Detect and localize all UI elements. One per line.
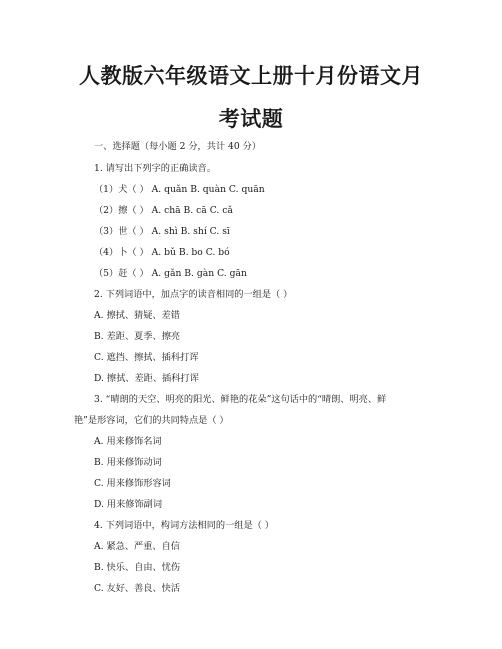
question-2-option: B. 差距、夏季、擦亮 — [94, 331, 181, 342]
question-4-option: B. 快乐、自由、忧伤 — [94, 562, 181, 573]
question-3-stem-line1: 3. “晴朗的天空、明亮的阳光、鲜艳的花朵”这句话中的“晴朗、明亮、鲜 — [94, 394, 387, 405]
question-1-item: （4）卜（ ） A. bǔ B. bo C. bó — [94, 247, 230, 258]
question-2-option: D. 擦拭、差距、插科打诨 — [94, 373, 199, 384]
document-title-line1: 人教版六年级语文上册十月份语文月 — [79, 64, 423, 88]
question-1-item: （3）世（ ） A. shì B. shí C. sī — [94, 226, 230, 237]
section-heading: 一、选择题（每小题 2 分，共计 40 分） — [94, 141, 262, 152]
document-title-line2: 考试题 — [218, 107, 284, 131]
question-1-item: （5）赶（ ） A. gǎn B. gàn C. gān — [94, 268, 247, 279]
question-3-stem-line2: 艳”是形容词，它们的共同特点是（ ） — [74, 415, 229, 426]
question-1-item: （1）犬（ ） A. quǎn B. quàn C. quān — [94, 184, 265, 195]
question-1-stem: 1. 请写出下列字的正确读音。 — [94, 163, 216, 174]
question-2-stem: 2. 下列词语中，加点字的读音相同的一组是（ ） — [94, 289, 293, 300]
question-3-option: C. 用来修饰形容词 — [94, 478, 171, 489]
question-4-option: A. 紧急、严重、自信 — [94, 541, 180, 552]
question-3-option: D. 用来修饰副词 — [94, 499, 163, 510]
question-1-item: （2）擦（ ） A. chā B. cā C. cǎ — [94, 205, 233, 216]
question-2-option: C. 遮挡、擦拭、插科打诨 — [94, 352, 199, 363]
question-3-option: A. 用来修饰名词 — [94, 436, 162, 447]
question-3-option: B. 用来修饰动词 — [94, 457, 162, 468]
question-4-stem: 4. 下列词语中，构词方法相同的一组是（ ） — [94, 520, 274, 531]
question-2-option: A. 擦拭、猜疑、差错 — [94, 310, 180, 321]
question-4-option: C. 友好、善良、快活 — [94, 583, 181, 594]
